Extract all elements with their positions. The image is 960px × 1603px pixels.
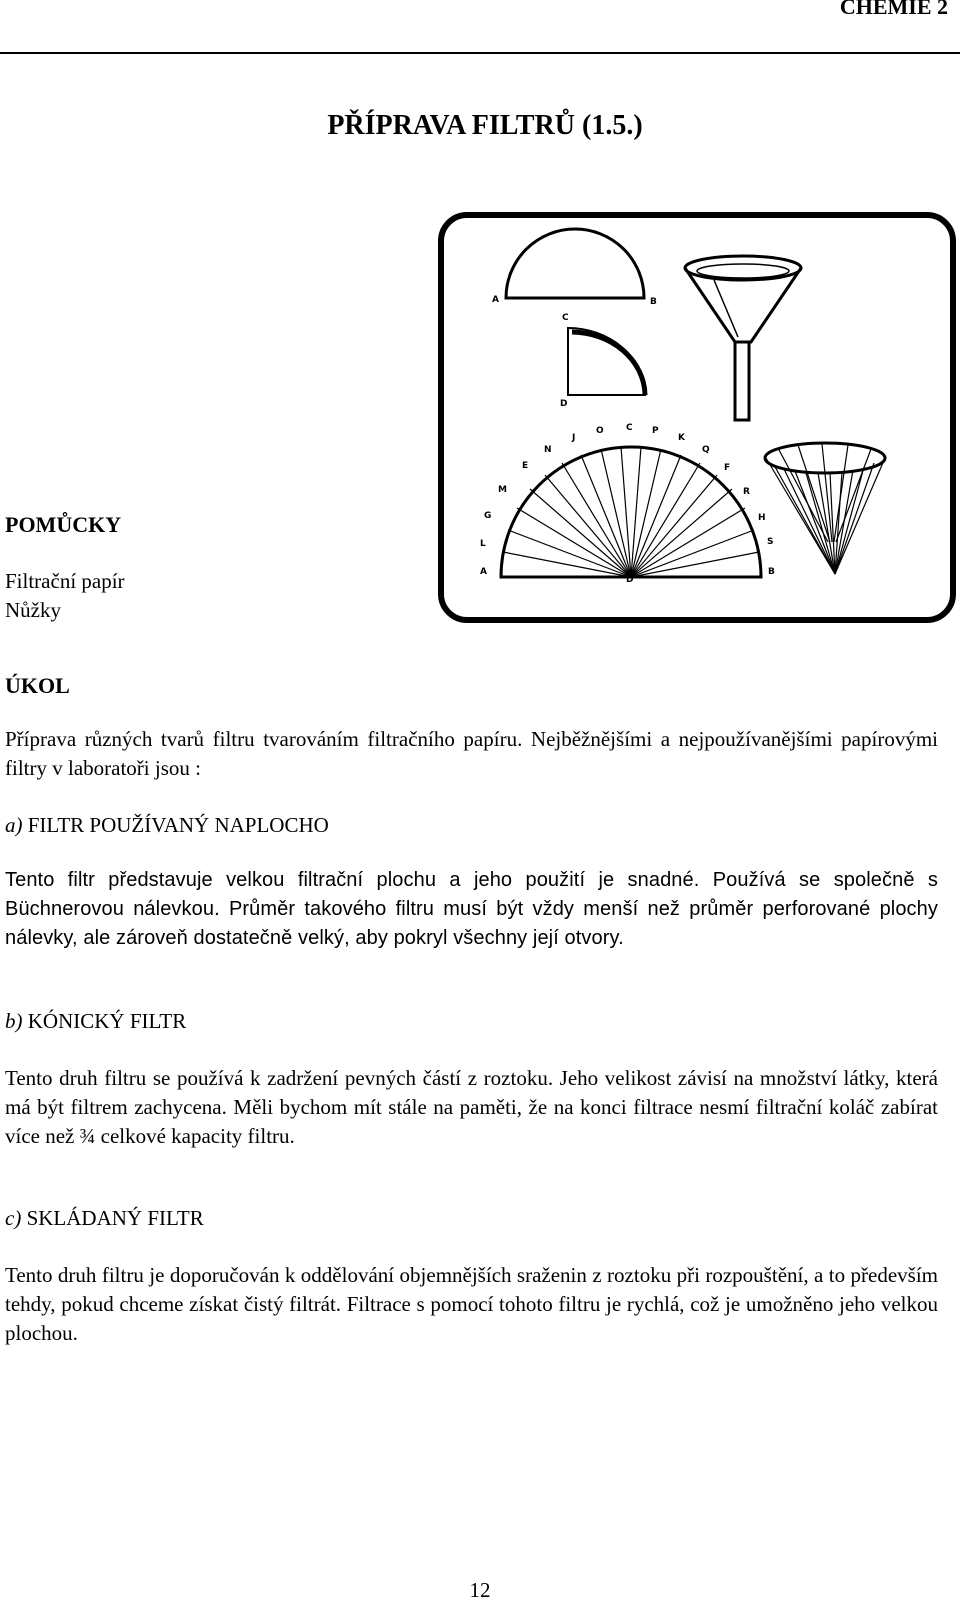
figure-labels (492, 295, 657, 409)
section-b-title: KÓNICKÝ FILTR (27, 1009, 187, 1033)
label-m: M (498, 485, 507, 495)
section-c-heading (5, 1204, 955, 1233)
pomucky-item-2: Nůžky (5, 598, 61, 622)
filter-shapes-illustration (438, 212, 958, 627)
pomucky-heading: POMŮCKY (5, 512, 122, 537)
section-c-text: Tento druh filtru je doporučován k oddělování objemnějších sraženin z roztoku při rozpouštění, a to především tehdy, pokud chceme získat čistý filtrát. Filtrace s pomocí tohoto filtru je rychlá, což je umožněno jeho velkou plochou. (5, 1263, 938, 1345)
label-p: P (652, 426, 659, 436)
label-a2: A (480, 567, 487, 577)
cone-filter-icon (765, 443, 885, 574)
section-c-title: SKLÁDANÝ FILTR (26, 1206, 204, 1230)
label-d2: D (626, 575, 634, 585)
page-title: PŘÍPRAVA FILTRŮ (1.5.) (327, 110, 643, 141)
section-a-text: Tento filtr představuje velkou filtrační plochu a jeho použití je snadné. Používá se společně s Büchnerovou nálevkou. Průměr takového filtru musí být vždy menší než průměr perforované plochy nálevky, ale zároveň dostatečně velký, aby pokryl všechny její otvory. (5, 869, 938, 949)
label-g: G (484, 511, 492, 521)
header-rule (0, 52, 960, 54)
label-d1: D (560, 399, 568, 409)
label-l: L (480, 539, 486, 549)
semicircle-filter-icon (506, 229, 644, 298)
ukol-intro: Příprava různých tvarů filtru tvarováním filtračního papíru. Nejběžnějšími a nejpoužívanějšími papírovými filtry v laboratoři jsou : (5, 727, 938, 780)
label-c1: C (562, 313, 569, 323)
label-k: K (678, 433, 685, 443)
label-b2: B (768, 567, 775, 577)
section-b-heading (5, 1007, 955, 1036)
page-number: 12 (469, 1578, 491, 1602)
label-b1: B (650, 297, 657, 307)
label-a1: A (492, 295, 499, 305)
label-o: O (596, 426, 604, 436)
section-c-letter: c) (5, 1206, 22, 1230)
section-a-letter: a) (5, 813, 23, 837)
label-q: Q (702, 445, 710, 455)
pomucky-item-1: Filtrační papír (5, 569, 125, 593)
ukol-heading: ÚKOL (5, 673, 70, 698)
label-j: J (572, 433, 576, 443)
course-header: CHEMIE 2 (839, 0, 948, 19)
label-h: H (758, 513, 766, 523)
label-s: S (767, 537, 774, 547)
label-r: R (743, 487, 750, 497)
label-f: F (724, 463, 731, 473)
section-a-heading (5, 811, 955, 840)
label-e: E (522, 461, 529, 471)
label-n: N (544, 445, 552, 455)
funnel-icon (685, 256, 801, 420)
section-a-title: FILTR POUŽÍVANÝ NAPLOCHO (27, 813, 329, 837)
label-c2: C (626, 423, 633, 433)
section-b-text: Tento druh filtru se používá k zadržení pevných částí z roztoku. Jeho velikost závisí na množství látky, která má být filtrem zachycena. Měli bychom mít stále na paměti, že na konci filtrace nesmí filtrační koláč zabírat více než ¾ celkové kapacity filtru. (5, 1066, 938, 1148)
section-b-letter: b) (5, 1009, 23, 1033)
